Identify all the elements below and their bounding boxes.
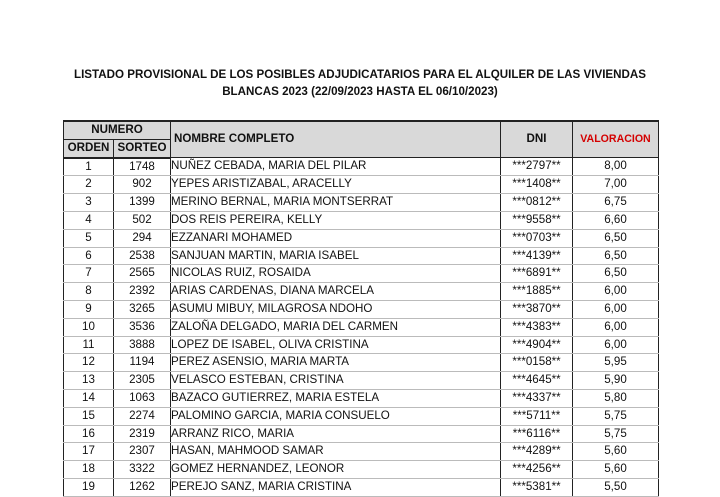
cell-dni: ***0812** — [501, 194, 573, 212]
document-title — [0, 66, 720, 100]
cell-valoracion: 6,00 — [573, 300, 659, 318]
cell-orden: 8 — [64, 283, 114, 301]
table-row — [64, 354, 659, 372]
table-body — [64, 158, 659, 497]
cell-nombre: SANJUAN MARTIN, MARIA ISABEL — [171, 247, 501, 265]
table-row — [64, 318, 659, 336]
cell-orden: 7 — [64, 265, 114, 283]
cell-valoracion: 5,75 — [573, 407, 659, 425]
cell-orden: 16 — [64, 425, 114, 443]
cell-sorteo: 2538 — [114, 247, 171, 265]
cell-valoracion: 5,90 — [573, 372, 659, 390]
cell-dni: ***4904** — [501, 336, 573, 354]
cell-orden: 17 — [64, 443, 114, 461]
table-row — [64, 283, 659, 301]
table-row — [64, 211, 659, 229]
table-row — [64, 229, 659, 247]
table-row — [64, 265, 659, 283]
cell-sorteo: 2307 — [114, 443, 171, 461]
cell-orden: 3 — [64, 194, 114, 212]
header-valoracion: VALORACION — [573, 121, 659, 158]
cell-sorteo: 2565 — [114, 265, 171, 283]
cell-sorteo: 2305 — [114, 372, 171, 390]
cell-sorteo: 2319 — [114, 425, 171, 443]
cell-sorteo: 902 — [114, 176, 171, 194]
cell-valoracion: 6,50 — [573, 229, 659, 247]
cell-dni: ***4645** — [501, 372, 573, 390]
cell-nombre: NUÑEZ CEBADA, MARIA DEL PILAR — [171, 158, 501, 176]
table-row — [64, 389, 659, 407]
table-row — [64, 336, 659, 354]
adjudicatarios-table — [63, 120, 659, 497]
cell-nombre: ARRANZ RICO, MARIA — [171, 425, 501, 443]
cell-orden: 4 — [64, 211, 114, 229]
cell-orden: 12 — [64, 354, 114, 372]
table-row — [64, 247, 659, 265]
cell-nombre: YEPES ARISTIZABAL, ARACELLY — [171, 176, 501, 194]
cell-sorteo: 3888 — [114, 336, 171, 354]
cell-dni: ***3870** — [501, 300, 573, 318]
cell-orden: 18 — [64, 461, 114, 479]
cell-orden: 11 — [64, 336, 114, 354]
cell-orden: 10 — [64, 318, 114, 336]
cell-valoracion: 6,00 — [573, 283, 659, 301]
cell-valoracion: 5,75 — [573, 425, 659, 443]
header-sorteo: SORTEO — [114, 139, 171, 157]
cell-sorteo: 2274 — [114, 407, 171, 425]
cell-dni: ***4337** — [501, 389, 573, 407]
cell-nombre: PEREZ ASENSIO, MARIA MARTA — [171, 354, 501, 372]
cell-orden: 6 — [64, 247, 114, 265]
cell-orden: 14 — [64, 389, 114, 407]
cell-dni: ***4256** — [501, 461, 573, 479]
header-dni: DNI — [501, 121, 573, 158]
cell-valoracion: 6,50 — [573, 247, 659, 265]
cell-nombre: PALOMINO GARCIA, MARIA CONSUELO — [171, 407, 501, 425]
cell-dni: ***9558** — [501, 211, 573, 229]
cell-sorteo: 3322 — [114, 461, 171, 479]
cell-dni: ***2797** — [501, 158, 573, 176]
table-row — [64, 194, 659, 212]
cell-nombre: EZZANARI MOHAMED — [171, 229, 501, 247]
table-row — [64, 158, 659, 176]
cell-orden: 15 — [64, 407, 114, 425]
cell-valoracion: 6,00 — [573, 336, 659, 354]
cell-nombre: PEREJO SANZ, MARIA CRISTINA — [171, 478, 501, 496]
cell-valoracion: 5,60 — [573, 461, 659, 479]
cell-valoracion: 8,00 — [573, 158, 659, 176]
cell-valoracion: 6,50 — [573, 265, 659, 283]
cell-valoracion: 7,00 — [573, 176, 659, 194]
cell-dni: ***6891** — [501, 265, 573, 283]
cell-sorteo: 2392 — [114, 283, 171, 301]
cell-orden: 13 — [64, 372, 114, 390]
cell-sorteo: 1194 — [114, 354, 171, 372]
cell-nombre: BAZACO GUTIERREZ, MARIA ESTELA — [171, 389, 501, 407]
header-orden: ORDEN — [64, 139, 114, 157]
cell-nombre: HASAN, MAHMOOD SAMAR — [171, 443, 501, 461]
table-row — [64, 443, 659, 461]
cell-sorteo: 1262 — [114, 478, 171, 496]
table-row — [64, 372, 659, 390]
cell-dni: ***0158** — [501, 354, 573, 372]
table-row — [64, 461, 659, 479]
cell-dni: ***4289** — [501, 443, 573, 461]
cell-dni: ***6116** — [501, 425, 573, 443]
cell-valoracion: 5,95 — [573, 354, 659, 372]
cell-valoracion: 5,60 — [573, 443, 659, 461]
cell-sorteo: 1399 — [114, 194, 171, 212]
cell-orden: 5 — [64, 229, 114, 247]
table-row — [64, 425, 659, 443]
title-line-2: BLANCAS 2023 (22/09/2023 HASTA EL 06/10/2023) — [222, 85, 498, 98]
cell-nombre: LOPEZ DE ISABEL, OLIVA CRISTINA — [171, 336, 501, 354]
cell-nombre: NICOLAS RUIZ, ROSAIDA — [171, 265, 501, 283]
cell-nombre: MERINO BERNAL, MARIA MONTSERRAT — [171, 194, 501, 212]
cell-sorteo: 1748 — [114, 158, 171, 176]
header-nombre-completo: NOMBRE COMPLETO — [171, 121, 501, 158]
cell-nombre: ARIAS CARDENAS, DIANA MARCELA — [171, 283, 501, 301]
cell-nombre: ZALOÑA DELGADO, MARIA DEL CARMEN — [171, 318, 501, 336]
table-row — [64, 176, 659, 194]
cell-nombre: GOMEZ HERNANDEZ, LEONOR — [171, 461, 501, 479]
cell-valoracion: 5,80 — [573, 389, 659, 407]
cell-sorteo: 502 — [114, 211, 171, 229]
cell-nombre: DOS REIS PEREIRA, KELLY — [171, 211, 501, 229]
cell-orden: 1 — [64, 158, 114, 176]
cell-dni: ***1885** — [501, 283, 573, 301]
cell-dni: ***0703** — [501, 229, 573, 247]
cell-sorteo: 294 — [114, 229, 171, 247]
cell-valoracion: 6,00 — [573, 318, 659, 336]
table-row — [64, 300, 659, 318]
cell-orden: 19 — [64, 478, 114, 496]
cell-dni: ***4383** — [501, 318, 573, 336]
cell-nombre: VELASCO ESTEBAN, CRISTINA — [171, 372, 501, 390]
cell-valoracion: 6,75 — [573, 194, 659, 212]
cell-orden: 9 — [64, 300, 114, 318]
cell-sorteo: 1063 — [114, 389, 171, 407]
cell-valoracion: 6,60 — [573, 211, 659, 229]
cell-sorteo: 3536 — [114, 318, 171, 336]
cell-dni: ***5711** — [501, 407, 573, 425]
cell-dni: ***1408** — [501, 176, 573, 194]
title-line-1: LISTADO PROVISIONAL DE LOS POSIBLES ADJUDICATARIOS PARA EL ALQUILER DE LAS VIVIENDAS — [73, 68, 646, 81]
cell-sorteo: 3265 — [114, 300, 171, 318]
table-row — [64, 478, 659, 496]
cell-dni: ***4139** — [501, 247, 573, 265]
cell-orden: 2 — [64, 176, 114, 194]
cell-valoracion: 5,50 — [573, 478, 659, 496]
header-numero: NUMERO — [64, 121, 171, 139]
cell-nombre: ASUMU MIBUY, MILAGROSA NDOHO — [171, 300, 501, 318]
cell-dni: ***5381** — [501, 478, 573, 496]
table-row — [64, 407, 659, 425]
